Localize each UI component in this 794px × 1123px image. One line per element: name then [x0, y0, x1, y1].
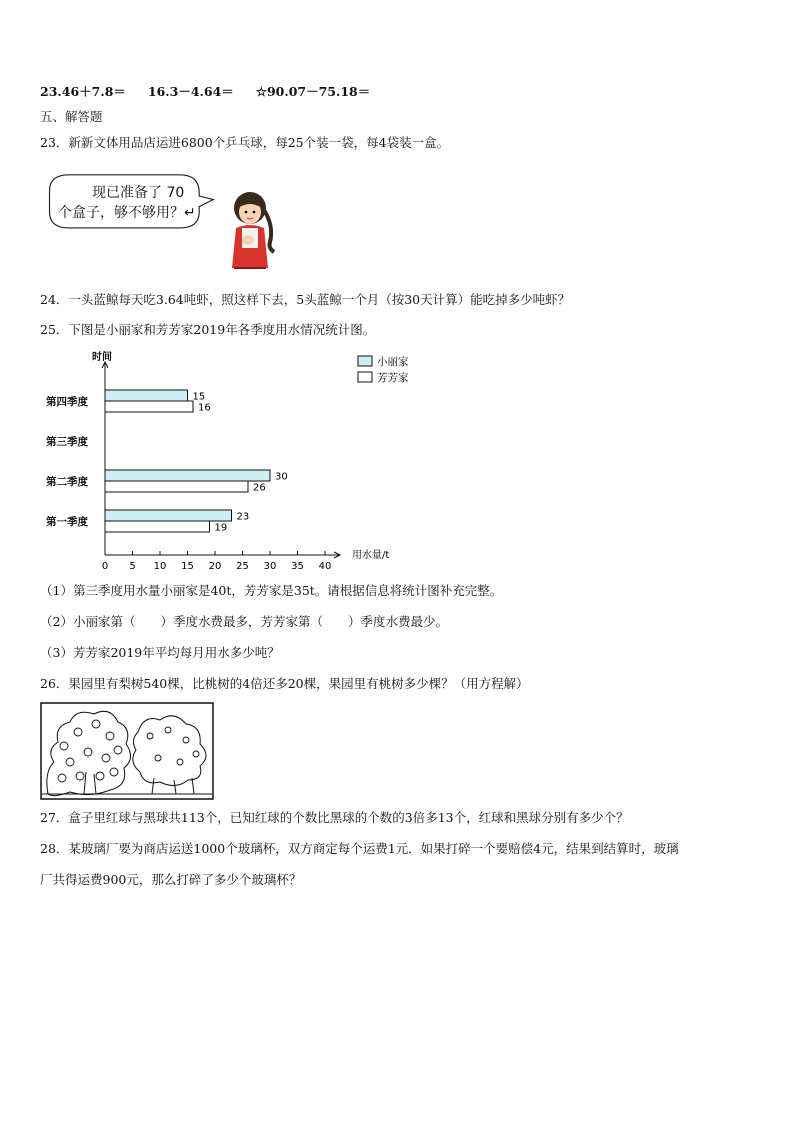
x-tick-label: 5: [129, 561, 136, 570]
bar-xiaoli: [105, 390, 188, 401]
question-26: 26．果园里有梨树540棵，比桃树的4倍还多20棵，果园里有桃树多少棵？（用方程解）: [40, 676, 529, 691]
x-tick-label: 15: [181, 561, 194, 570]
bar-xiaoli: [105, 510, 232, 521]
question-23: 23．新新文体用品店运进6800个乒乓球，每25个装一袋，每4袋装一盒。: [40, 135, 450, 150]
x-tick-label: 0: [101, 561, 109, 570]
water-usage-chart: [40, 350, 440, 570]
question-25-part-2: （2）小丽家第（ ）季度水费最多，芳芳家第（ ）季度水费最少。: [40, 614, 448, 629]
legend-swatch: [358, 356, 372, 366]
data-label: 23: [236, 511, 250, 523]
x-axis-label: 用水量/t: [352, 550, 390, 561]
question-27: 27．盒子里红球与黑球共113个，已知红球的个数比黑球的个数的3倍多13个，红球和黑球分别有多少个？: [40, 810, 629, 825]
x-tick-label: 30: [263, 561, 277, 570]
data-label: 26: [253, 482, 266, 494]
equation-2: 16.3－4.64＝: [147, 84, 234, 99]
x-tick-label: 35: [291, 561, 304, 570]
data-label: 16: [198, 402, 211, 414]
bubble-line-1: 现已准备了 70: [92, 185, 185, 201]
speech-bubble-text: [58, 183, 196, 223]
bar-fangfang: [105, 521, 210, 532]
x-tick-label: 40: [318, 561, 332, 570]
girl-illustration: [218, 190, 280, 272]
section-title: 五、解答题: [40, 109, 103, 124]
question-25-part-1: （1）第三季度用水量小丽家是40t，芳芳家是35t。请根据信息将统计图补充完整。: [40, 583, 503, 598]
bar-fangfang: [105, 481, 248, 492]
legend-label: 小丽家: [377, 356, 409, 368]
legend-swatch: [358, 372, 372, 382]
category-label: 第三季度: [46, 436, 88, 448]
question-28-line-2: 厂共得运费900元，那么打碎了多少个玻璃杯？: [40, 872, 302, 887]
bar-xiaoli: [105, 470, 270, 481]
legend-label: 芳芳家: [377, 372, 409, 384]
x-tick-label: 10: [153, 561, 167, 570]
orchard-illustration: [40, 702, 214, 800]
data-label: 30: [275, 471, 288, 483]
bubble-line-2: 个盒子，够不够用？↵: [58, 205, 196, 221]
question-24: 24．一头蓝鲸每天吃3.64吨虾，照这样下去，5头蓝鲸一个月（按30天计算）能吃掉多少吨虾？: [40, 292, 571, 307]
x-tick-label: 20: [208, 561, 222, 570]
y-axis-label: 时间: [92, 352, 112, 363]
question-28-line-1: 28．某玻璃厂要为商店运送1000个玻璃杯，双方商定每个运费1元．如果打碎一个要赔偿4元，结果到结算时，玻璃: [40, 841, 679, 856]
data-label: 19: [214, 522, 228, 534]
question-25: 25．下图是小丽家和芳芳家2019年各季度用水情况统计图。: [40, 322, 376, 337]
x-tick-label: 25: [236, 561, 249, 570]
equations-row: [40, 84, 388, 100]
bar-fangfang: [105, 401, 193, 412]
equation-1: 23.46＋7.8＝: [40, 84, 126, 99]
data-label: 15: [192, 391, 206, 403]
category-label: 第一季度: [46, 516, 88, 528]
equation-3: ☆90.07－75.18＝: [255, 84, 371, 99]
question-25-part-3: （3）芳芳家2019年平均每月用水多少吨？: [40, 645, 280, 660]
category-label: 第二季度: [46, 476, 88, 488]
category-label: 第四季度: [46, 396, 88, 408]
